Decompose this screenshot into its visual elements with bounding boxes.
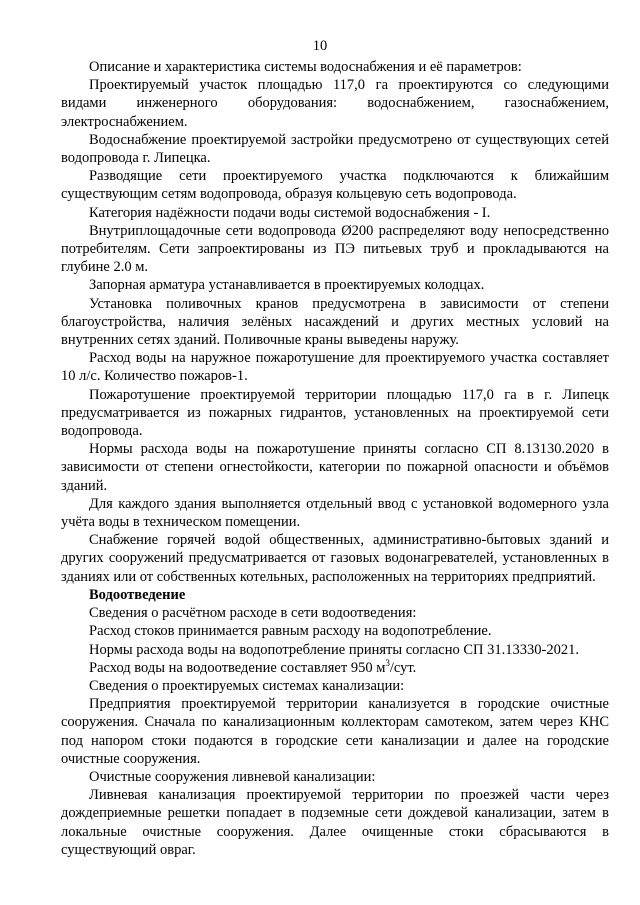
paragraph: Водоснабжение проектируемой застройки предусмотрено от существующих сетей водопровода г. Липецка. (61, 131, 609, 167)
paragraph: Снабжение горячей водой общественных, административно-бытовых зданий и других сооружений предусматривается от газовых водонагревателей, установленных в зданиях или от собственных котельных, расположенных на территориях предприятий. (61, 532, 609, 585)
paragraph: Предприятия проектируемой территории канализуется в городские очистные сооружения. Сначала по канализационным коллекторам самотеком, затем через КНС под напором стоки подаются в городские сети канализации и далее на городские очистные сооружения. (61, 696, 609, 767)
page-number: 10 (312, 38, 328, 54)
paragraph: Проектируемый участок площадью 117,0 га проектируются со следующими видами инженерного оборудования: водоснабжением, газоснабжением, электроснабжением. (61, 77, 609, 130)
paragraph: Сведения о проектируемых системах канализации: (89, 677, 405, 694)
flow-text: Расход воды на водоотведение составляет 950 м (89, 659, 386, 676)
paragraph: Внутриплощадочные сети водопровода Ø200 распределяют воду непосредственно потребителям. Сети запроектированы из ПЭ питьевых труб и прокладываются на глубине 2.0 м. (61, 222, 609, 276)
paragraph: Для каждого здания выполняется отдельный ввод с установкой водомерного узла учёта воды в техническом помещении. (61, 495, 609, 531)
paragraph: Ливневая канализация проектируемой территории по проезжей части через дождеприемные решетки попадает в подземные сети дождевой канализации, затем в локальные очистные сооружения. Далее очищенные стоки сбрасываются в существующий овраг. (61, 787, 609, 858)
document-body (61, 58, 609, 859)
paragraph: Описание и характеристика системы водоснабжения и её параметров: (89, 59, 522, 75)
paragraph: Нормы расхода воды на пожаротушение приняты согласно СП 8.13130.2020 в зависимости от степени огнестойкости, категории по пожарной опасности и объёмов зданий. (61, 441, 609, 494)
paragraph: Нормы расхода воды на водопотребление приняты согласно СП 31.13330-2021. (89, 641, 579, 658)
flow-unit: /сут. (389, 659, 417, 676)
paragraph: Сведения о расчётном расходе в сети водоотведения: (89, 605, 417, 622)
paragraph: Разводящие сети проектируемого участка подключаются к ближайшим существующим сетям водопровода, образуя кольцевую сеть водопровода. (61, 168, 609, 203)
paragraph: Установка поливочных кранов предусмотрена в зависимости от степени благоустройства, наличия зелёных насаждений и других местных условий на внутренних сетях зданий. Поливочные краны выведены наружу. (61, 295, 609, 349)
paragraph: Категория надёжности подачи воды системой водоснабжения - I. (89, 204, 491, 221)
section-heading: Водоотведение (89, 586, 186, 603)
paragraph: Очистные сооружения ливневой канализации: (89, 768, 376, 785)
superscript: 3 (385, 657, 390, 668)
paragraph: Запорная арматура устанавливается в проектируемых колодцах. (89, 277, 485, 294)
paragraph: Расход стоков принимается равным расходу на водопотребление. (89, 623, 492, 640)
paragraph: Пожаротушение проектируемой территории площадью 117,0 га в г. Липецк предусматривается из пожарных гидрантов, установленных на проектируемой сети водопровода. (61, 386, 609, 440)
paragraph: Расход воды на наружное пожаротушение для проектируемого участка составляет 10 л/с. Количество пожаров-1. (61, 350, 609, 385)
paragraph (61, 659, 609, 677)
